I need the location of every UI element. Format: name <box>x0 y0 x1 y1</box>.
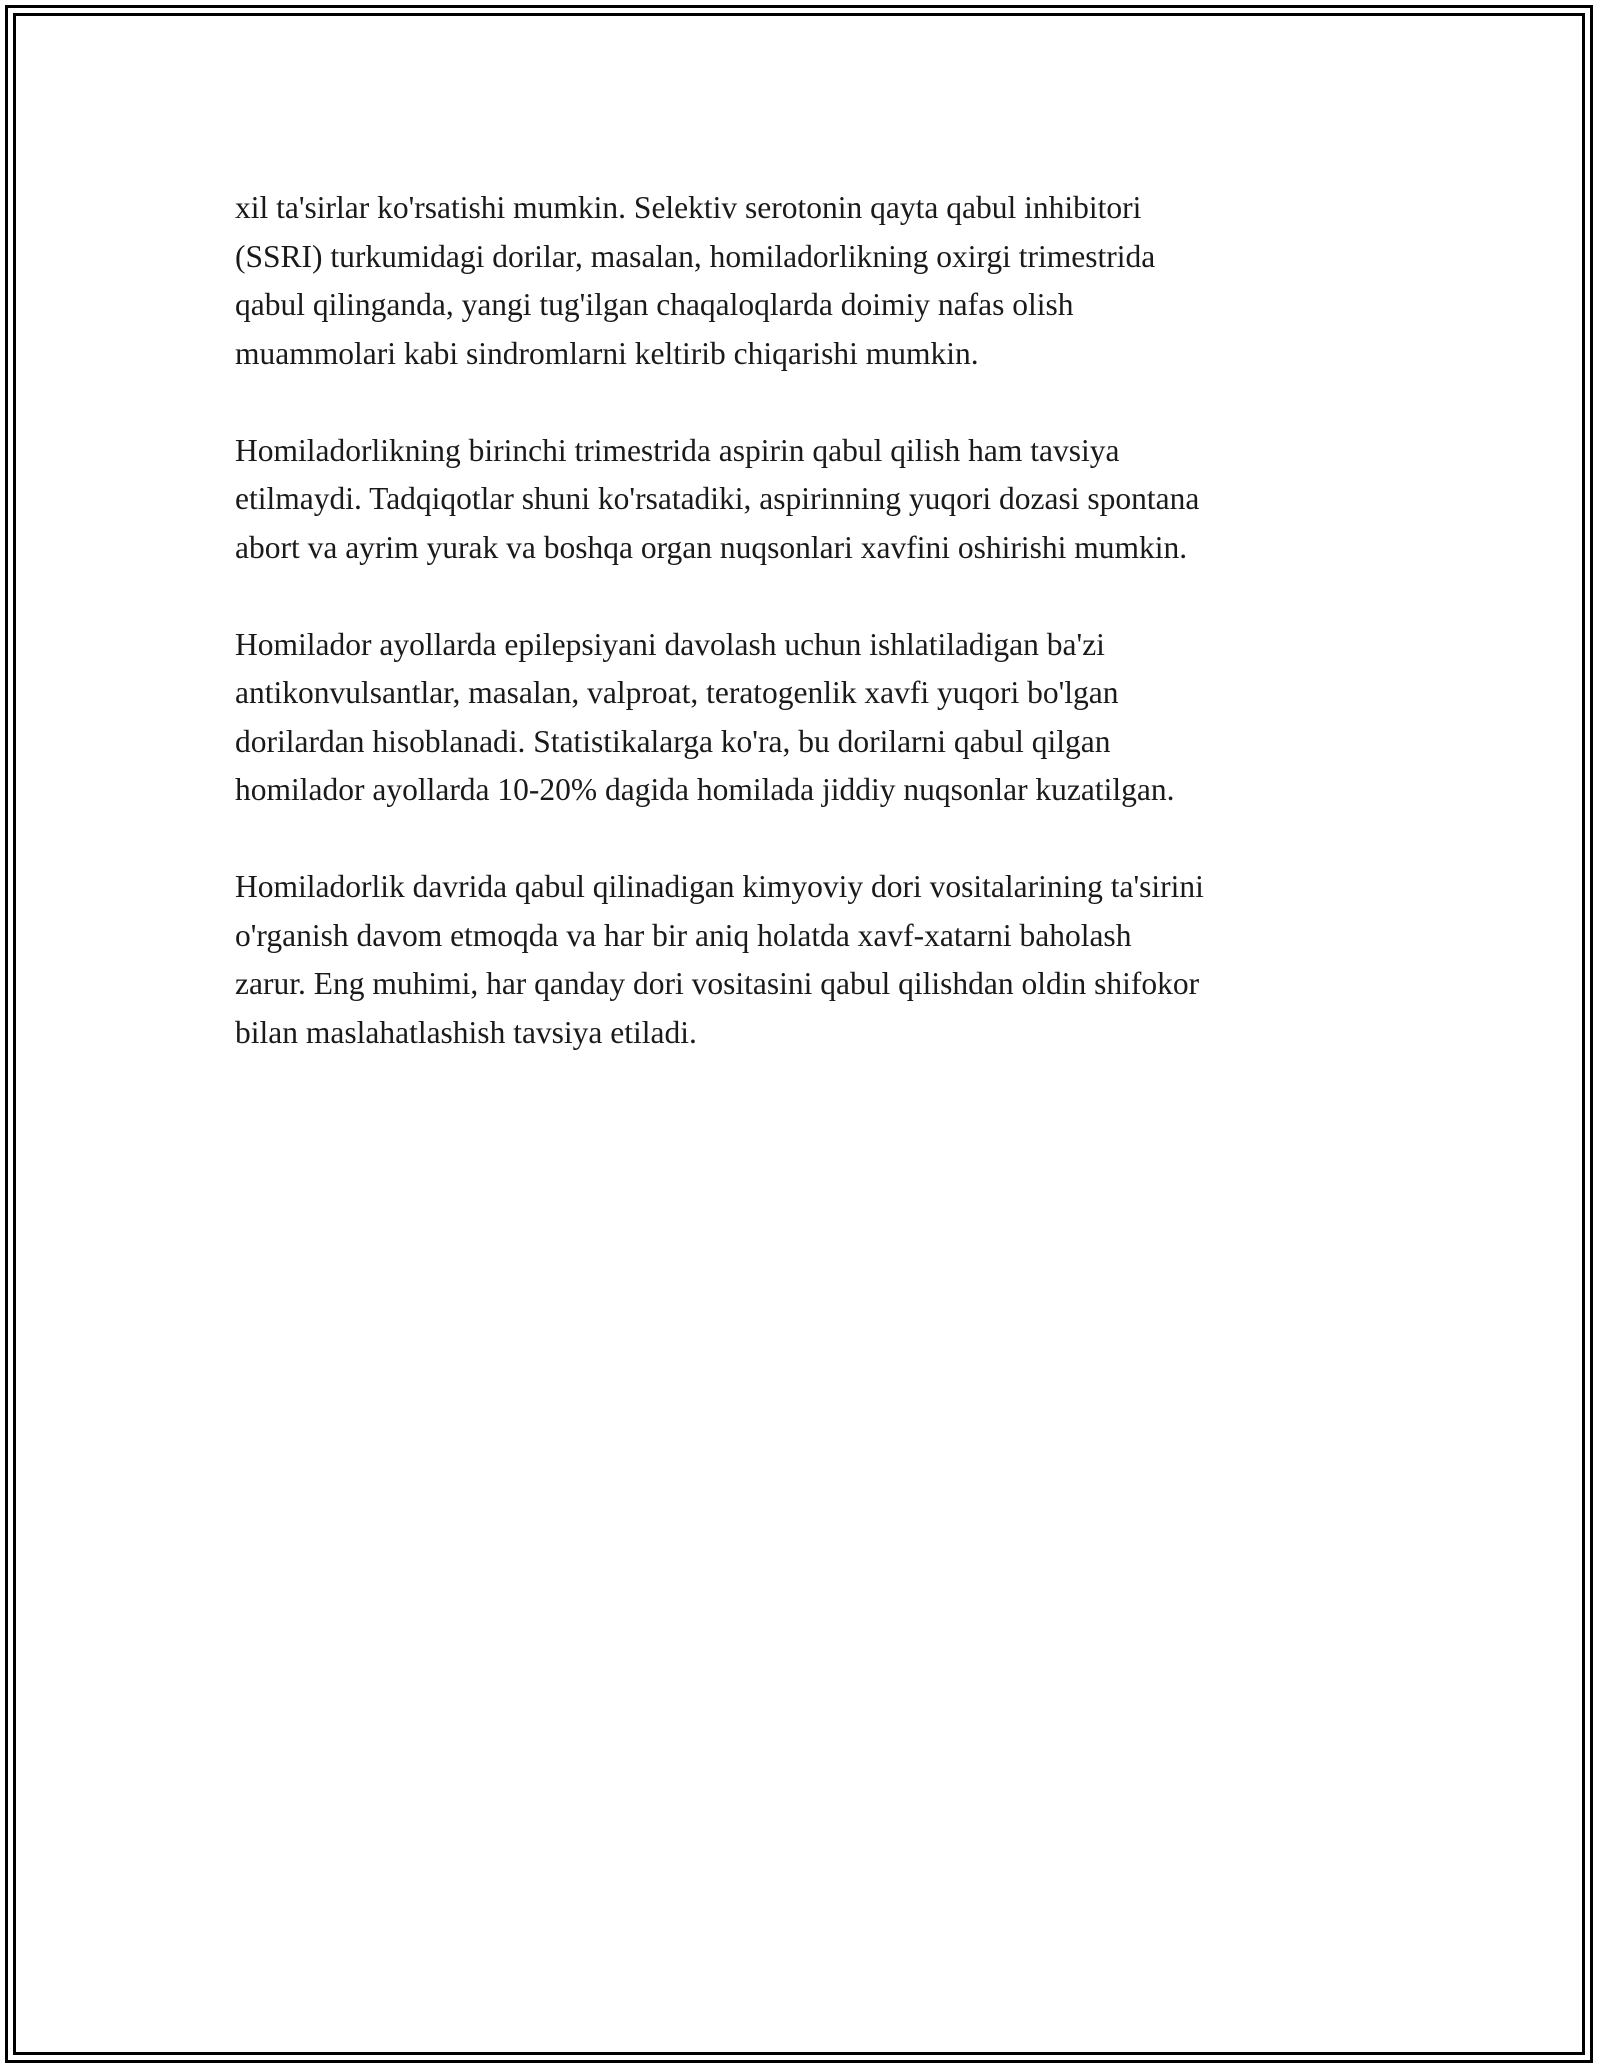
document-body <box>235 184 1395 1106</box>
paragraph-antikonvulsantlar: Homilador ayollarda epilepsiyani davolash uchun ishlatiladigan ba'zi antikonvulsantlar, masalan, valproat, teratogenlik xavfi yuqori bo'lgan dorilardan hisoblanadi. Statistikalarga ko'ra, bu dorilarni qabul qilgan homilador ayollarda 10-20% dagida homilada jiddiy nuqsonlar kuzatilgan. <box>235 626 1175 807</box>
paragraph-aspirin: Homiladorlikning birinchi trimestrida aspirin qabul qilish ham tavsiya etilmaydi. Tadqiqotlar shuni ko'rsatadiki, aspirinning yuqori dozasi spontana abort va ayrim yurak va boshqa organ nuqsonlari xavfini oshirishi mumkin. <box>235 432 1200 565</box>
paragraph-ssri: xil ta'sirlar ko'rsatishi mumkin. Selektiv serotonin qayta qabul inhibitori (SSRI) turkumidagi dorilar, masalan, homiladorlikning oxirgi trimestrida qabul qilinganda, yangi tug'ilgan chaqaloqlarda doimiy nafas olish muammolari kabi sindromlarni keltirib chiqarishi mumkin. <box>235 190 1156 371</box>
paragraph-conclusion: Homiladorlik davrida qabul qilinadigan kimyoviy dori vositalarining ta'sirini o'rganish davom etmoqda va har bir aniq holatda xavf-xatarni baholash zarur. Eng muhimi, har qanday dori vositasini qabul qilishdan oldin shifokor bilan maslahatlashish tavsiya etiladi. <box>235 869 1204 1050</box>
